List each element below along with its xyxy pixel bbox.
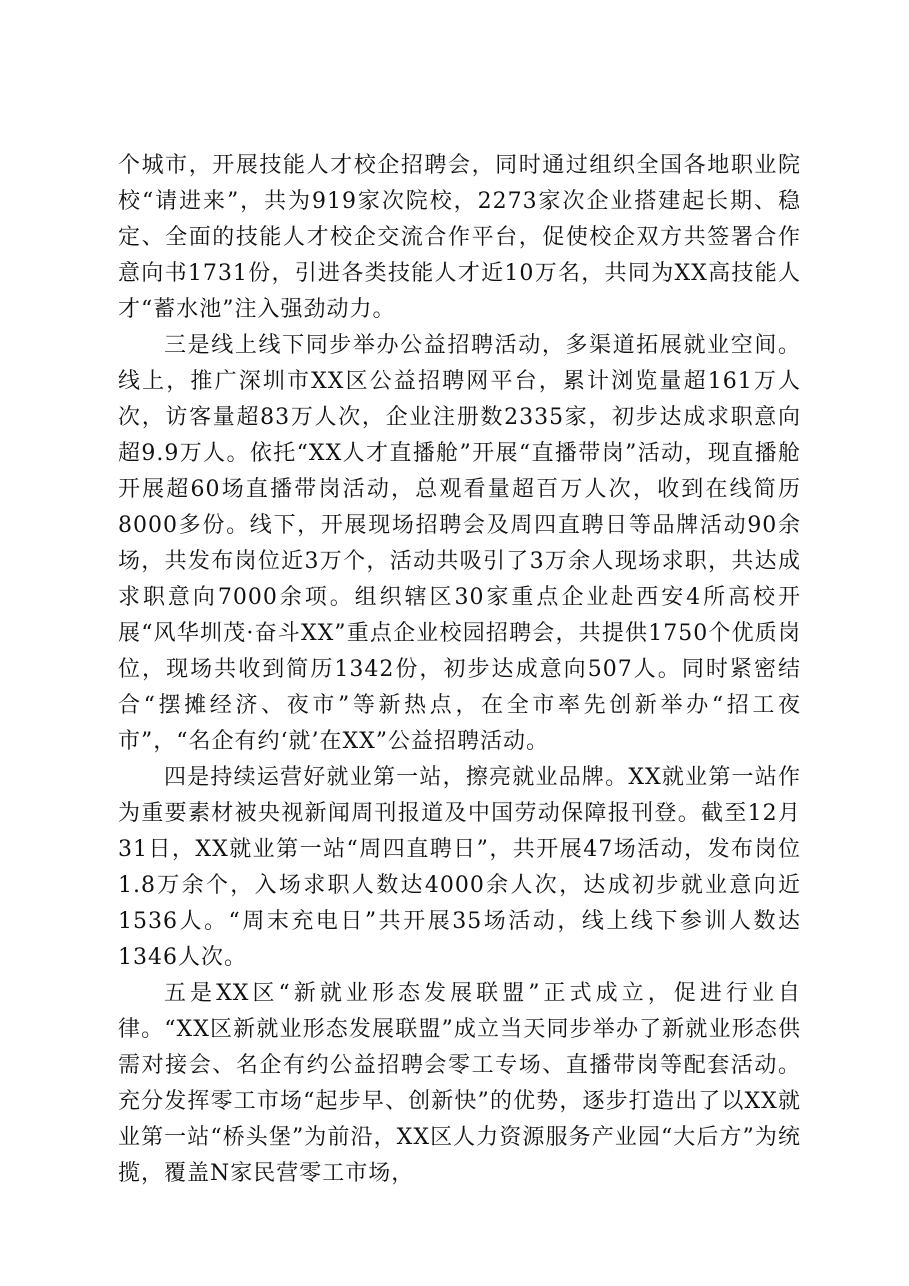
paragraph-2: 三是线上线下同步举办公益招聘活动，多渠道拓展就业空间。线上，推广深圳市XX区公益招聘网平台，累计浏览量超161万人次，访客量超83万人次，企业注册数2335家，初步达成求职意向超9.9万人。依托“XX人才直播舱”开展“直播带岗”活动，现直播舱开展超60场直播带岗活动，总观看量超百万人次，收到在线简历8000多份。线下，开展现场招聘会及周四直聘日等品牌活动90余场，共发布岗位近3万个，活动共吸引了3万余人现场求职，共达成求职意向7000余项。组织辖区30家重点企业赴西安4所高校开展“风华圳茂·奋斗XX”重点企业校园招聘会，共提供1750个优质岗位，现场共收到简历1342份，初步达成意向507人。同时紧密结合“摆摊经济、夜市”等新热点，在全市率先创新举办“招工夜市”，“名企有约‘就’在XX”公益招聘活动。 bbox=[118, 333, 801, 754]
paragraph-3: 四是持续运营好就业第一站，擦亮就业品牌。XX就业第一站作为重要素材被央视新闻周刊报道及中国劳动保障报刊登。截至12月31日，XX就业第一站“周四直聘日”，共开展47场活动，发布岗位1.8万余个，入场求职人数达4000余人次，达成初步就业意向近1536人。“周末充电日”共开展35场活动，线上线下参训人数达1346人次。 bbox=[118, 765, 801, 970]
document-body bbox=[118, 148, 801, 1192]
paragraph-4: 五是XX区“新就业形态发展联盟”正式成立，促进行业自律。“XX区新就业形态发展联盟”成立当天同步举办了新就业形态供需对接会、名企有约公益招聘会零工专场、直播带岗等配套活动。充分发挥零工市场“起步早、创新快”的优势，逐步打造出了以XX就业第一站“桥头堡”为前沿，XX区人力资源服务产业园“大后方”为统揽，覆盖N家民营零工市场， bbox=[118, 981, 801, 1186]
paragraph-1: 个城市，开展技能人才校企招聘会，同时通过组织全国各地职业院校“请进来”，共为919家次院校，2273家次企业搭建起长期、稳定、全面的技能人才校企交流合作平台，促使校企双方共签署合作意向书1731份，引进各类技能人才近10万名，共同为XX高技能人才“蓄水池”注入强劲动力。 bbox=[118, 153, 801, 322]
